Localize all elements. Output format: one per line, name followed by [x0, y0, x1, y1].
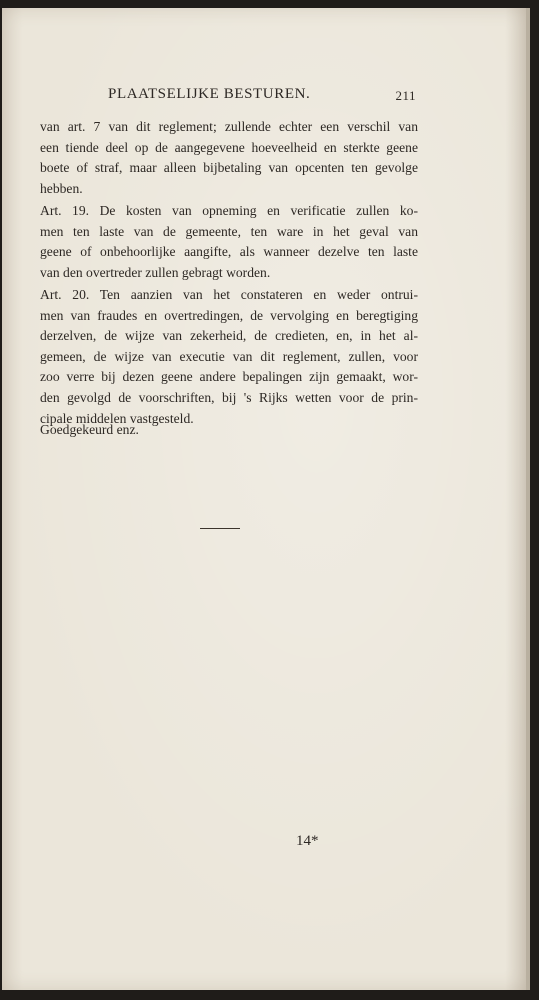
paragraph-article-20 — [40, 285, 418, 429]
text-line: een tiende deel op de aangegevene hoeveelheid en sterkte geene — [40, 139, 418, 155]
section-divider — [200, 528, 240, 529]
text-line: Art. 20. Ten aanzien van het constateren en weder ontrui- — [40, 287, 418, 302]
text-line: boete of straf, maar alleen bijbetaling van opcenten ten gevolge — [40, 160, 418, 176]
running-head: PLAATSELIJKE BESTUREN. — [108, 86, 311, 102]
text-line: geene of onbehoorlijke aangifte, als wanneer dezelve ten laste — [40, 244, 418, 260]
page-edge — [526, 8, 530, 990]
text-line: gemeen, de wijze van executie van dit reglement, zullen, voor — [40, 348, 418, 364]
text-line: van art. 7 van dit reglement; zullende echter een verschil van — [40, 119, 418, 134]
closing-line — [40, 420, 418, 441]
page-number: 211 — [395, 88, 416, 103]
text-line: zoo verre bij dezen geene andere bepalingen zijn gemaakt, wor- — [40, 369, 418, 385]
text-line: men van fraudes en overtredingen, de vervolging en beregtiging — [40, 307, 418, 323]
page-header — [40, 84, 418, 108]
paragraph-continuation — [40, 117, 418, 199]
paragraph-article-19 — [40, 201, 418, 283]
signature-mark: 14* — [296, 833, 319, 849]
text-line: Art. 19. De kosten van opneming en verificatie zullen ko- — [40, 203, 418, 218]
text-line: hebben. — [40, 180, 83, 196]
text-line: cipale middelen vastgesteld. — [40, 410, 194, 426]
text-line: men ten laste van de gemeente, ten ware in het geval van — [40, 223, 418, 239]
approval-text: Goedgekeurd enz. — [40, 422, 139, 437]
text-line: van den overtreder zullen gebragt worden. — [40, 264, 271, 280]
text-line: den gevolgd de voorschriften, bij 's Rijks wetten voor de prin- — [40, 389, 418, 405]
text-line: derzelven, de wijze van zekerheid, de credieten, en, in het al- — [40, 328, 418, 344]
